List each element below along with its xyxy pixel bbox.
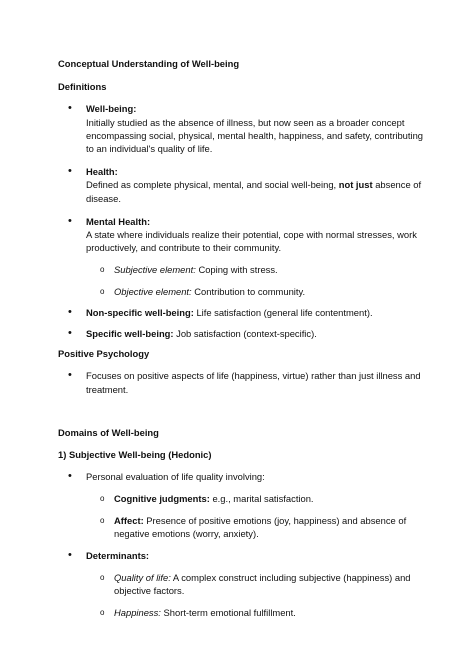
positive-psychology-heading: Positive Psychology	[58, 348, 150, 360]
sub-label: Happiness:	[114, 606, 161, 618]
term-mental-health: • Mental Health:	[86, 215, 151, 227]
evaluation-sublist	[58, 492, 424, 540]
list-item-determinants	[58, 549, 424, 562]
list-item-nonspecific	[58, 306, 424, 319]
sub-text: e.g., marital satisfaction.	[212, 493, 314, 505]
definition-mental-health: A state where individuals realize their potential, cope with normal stresses, work productively, and contribute to their community.	[86, 229, 417, 254]
definition-health-text-2: absence of disease.	[86, 179, 422, 204]
list-item-mental-health	[58, 215, 424, 255]
wellbeing-types-list	[58, 306, 424, 340]
definition-health-emphasis: not just	[338, 179, 373, 191]
subjective-list	[58, 470, 424, 483]
definition-health	[86, 178, 424, 204]
mental-health-sublist	[58, 263, 424, 297]
list-item-positive-psychology: • Focuses on positive aspects of life (happiness, virtue) rather than just illness and treatment.	[58, 369, 424, 395]
sub-label: Quality of life:	[114, 572, 171, 584]
list-item-specific	[58, 327, 424, 340]
determinants-sublist	[58, 571, 424, 619]
term-specific: Specific well-being:	[86, 328, 174, 340]
definition-wellbeing: Initially studied as the absence of illness, but now seen as a broader concept encompassing social, physical, mental health, happiness, and safety, contributing to an individual's quality of life.	[86, 116, 423, 155]
sub-text: Coping with stress.	[198, 264, 278, 276]
sub-item-subjective-element	[58, 263, 424, 276]
definitions-list	[58, 102, 424, 254]
sub-item-objective-element	[58, 285, 424, 298]
sub-item-cognitive	[58, 492, 424, 505]
sub-text: Short-term emotional fulfillment.	[163, 606, 296, 618]
domains-heading: Domains of Well-being	[58, 426, 159, 438]
term-wellbeing: • Well-being:	[86, 103, 137, 115]
sub-item-happiness	[58, 606, 424, 619]
sub-term: Cognitive judgments:	[114, 493, 210, 505]
sub-label: Subjective element:	[114, 264, 196, 276]
definitions-heading: Definitions	[58, 81, 107, 93]
subjective-wellbeing-heading: 1) Subjective Well-being (Hedonic)	[58, 449, 212, 461]
list-item-personal-evaluation: • Personal evaluation of life quality involving:	[58, 470, 424, 483]
list-item-health	[58, 165, 424, 205]
list-item-wellbeing	[58, 102, 424, 155]
determinants-list	[58, 549, 424, 562]
sub-item-quality-of-life	[58, 571, 424, 597]
definition-nonspecific: Life satisfaction (general life contentment).	[196, 306, 373, 318]
term-health: • Health:	[86, 166, 118, 178]
sub-term: Affect:	[114, 514, 144, 526]
sub-item-affect	[58, 514, 424, 540]
sub-text: A complex construct including subjective (happiness) and objective factors.	[114, 572, 411, 597]
sub-label: Objective element:	[114, 285, 192, 297]
definition-specific: Job satisfaction (context-specific).	[176, 328, 317, 340]
term-determinants: Determinants:	[86, 550, 150, 562]
term-nonspecific: Non-specific well-being:	[86, 306, 194, 318]
positive-psychology-list	[58, 369, 424, 395]
sub-text: Contribution to community.	[194, 285, 306, 297]
definition-health-text-1: Defined as complete physical, mental, and social well-being,	[86, 179, 337, 191]
sub-text: Presence of positive emotions (joy, happiness) and absence of negative emotions (worry, anxiety).	[114, 514, 407, 539]
document-title: Conceptual Understanding of Well-being	[58, 58, 240, 69]
